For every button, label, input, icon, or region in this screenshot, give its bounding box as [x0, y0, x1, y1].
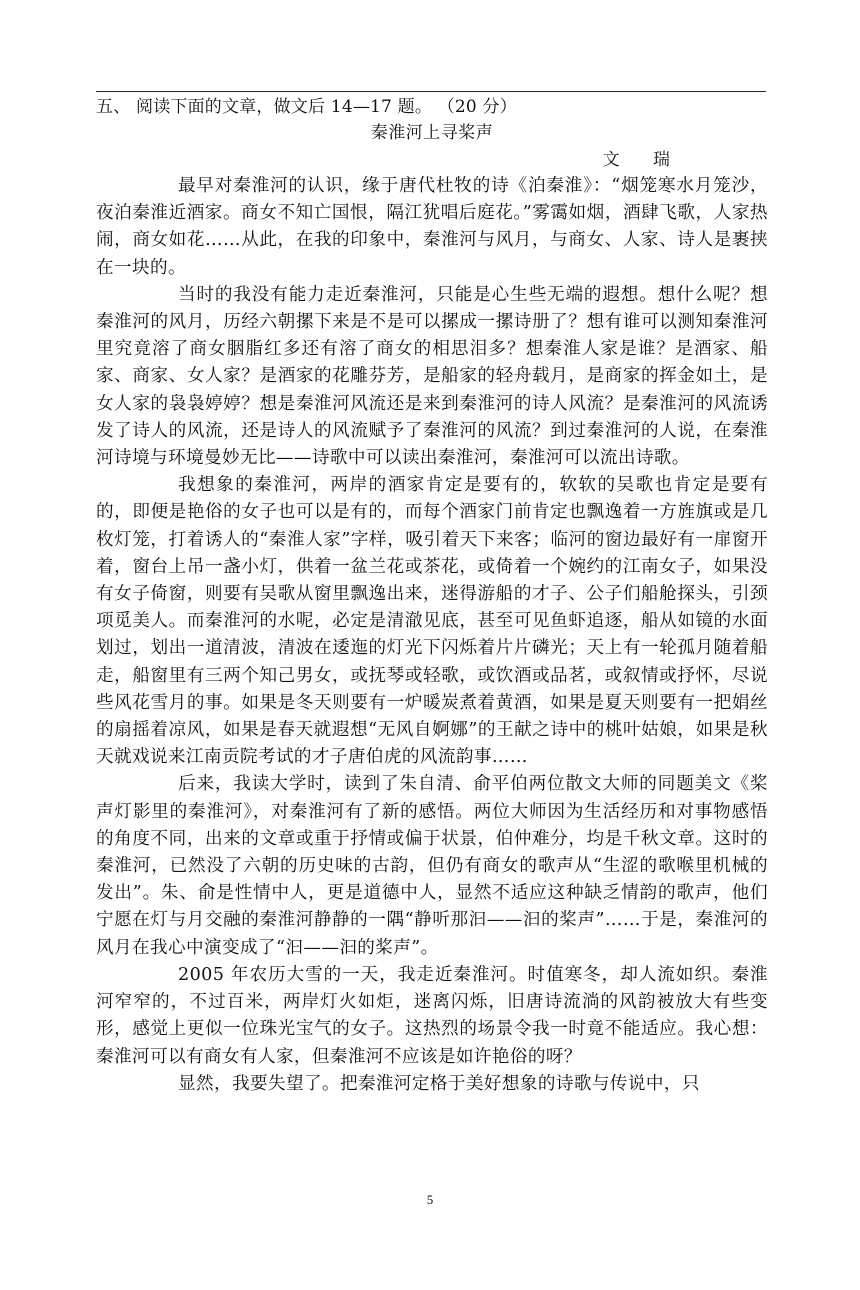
paragraph-1: 最早对秦淮河的认识，缘于唐代杜牧的诗《泊秦淮》：“烟笼寒水月笼沙，夜泊秦淮近酒家。商女不知亡国恨，隔江犹唱后庭花。”雾霭如烟，酒肆飞歌，人家热闹，商女如花……从此，在我的印象中，秦淮河与风月，与商女、人家、诗人是裹挟在一块的。	[96, 176, 768, 278]
paragraph-5: 2005 年农历大雪的一天，我走近秦淮河。时值寒冬，却人流如织。秦淮河窄窄的，不过百米，两岸灯火如炬，迷离闪烁，旧唐诗流淌的风韵被放大有些变形，感觉上更似一位珠光宝气的女子。这热烈的场景令我一时竟不能适应。我心想：秦淮河可以有商女有人家，但秦淮河不应该是如许艳俗的呀？	[96, 964, 768, 1067]
paragraph-4: 后来，我读大学时，读到了朱自清、俞平伯两位散文大师的同题美文《桨声灯影里的秦淮河》，对秦淮河有了新的感悟。两位大师因为生活经历和对事物感悟的角度不同，出来的文章或重于抒情或偏于状景，伯仲难分，均是千秋文章。这时的秦淮河，已然没了六朝的历史味的古韵，但仍有商女的歌声从“生涩的歌喉里机械的发出”。朱、俞是性情中人，更是道德中人，显然不适应这种缺乏情韵的歌声，他们宁愿在灯与月交融的秦淮河静静的一隅“静听那汩——汩的桨声”……于是，秦淮河的风月在我心中演变成了“汩——汩的桨声”。	[96, 774, 768, 958]
section-heading: 五、 阅读下面的文章，做文后 14—17 题。 （20 分）	[96, 97, 517, 117]
article-author: 文 瑞	[602, 150, 684, 170]
paragraph-3: 我想象的秦淮河，两岸的酒家肯定是要有的，软软的吴歌也肯定是要有的，即便是艳俗的女子也可以是有的，而每个酒家门前肯定也飘逸着一方旌旗或是几枚灯笼，打着诱人的“秦淮人家”字样，吸引着天下来客；临河的窗边最好有一扉窗开着，窗台上吊一盏小灯，供着一盆兰花或茶花，或倚着一个婉约的江南女子，如果没有女子倚窗，则要有吴歌从窗里飘逸出来，迷得游船的才子、公子们船舱探头，引颈项觅美人。而秦淮河的水呢，必定是清澈见底，甚至可见鱼虾追逐，船从如镜的水面划过，划出一道清波，清波在逶迤的灯光下闪烁着片片磷光；天上有一轮孤月随着船走，船窗里有三两个知己男女，或抚琴或轻歌，或饮酒或品茗，或叙情或抒怀，尽说些风花雪月的事。如果是冬天则要有一炉暖炭煮着黄酒，如果是夏天则要有一把娟丝的扇摇着凉风，如果是春天就遐想“无风自婀娜”的王献之诗中的桃叶姑娘，如果是秋天就戏说来江南贡院考试的才子唐伯虎的风流韵事……	[96, 475, 768, 768]
article-title: 秦淮河上寻桨声	[370, 123, 494, 143]
paragraph-6: 显然，我要失望了。把秦淮河定格于美好想象的诗歌与传说中，只	[178, 1073, 700, 1094]
document-page	[96, 94, 768, 1098]
page-number: 5	[426, 1192, 434, 1207]
header-rule	[96, 91, 766, 92]
paragraph-2: 当时的我没有能力走近秦淮河，只能是心生些无端的遐想。想什么呢？想秦淮河的风月，历经六朝摞下来是不是可以摞成一摞诗册了？想有谁可以测知秦淮河里究竟溶了商女胭脂红多还有溶了商女的相思泪多？想秦淮人家是谁？是酒家、船家、商家、女人家？是酒家的花雕芬芳，是船家的轻舟载月，是商家的挥金如土，是女人家的袅袅婷婷？想是秦淮河风流还是来到秦淮河的诗人风流？是秦淮河的风流诱发了诗人的风流，还是诗人的风流赋予了秦淮河的风流？到过秦淮河的人说，在秦淮河诗境与环境曼妙无比——诗歌中可以读出秦淮河，秦淮河可以流出诗歌。	[96, 284, 768, 469]
